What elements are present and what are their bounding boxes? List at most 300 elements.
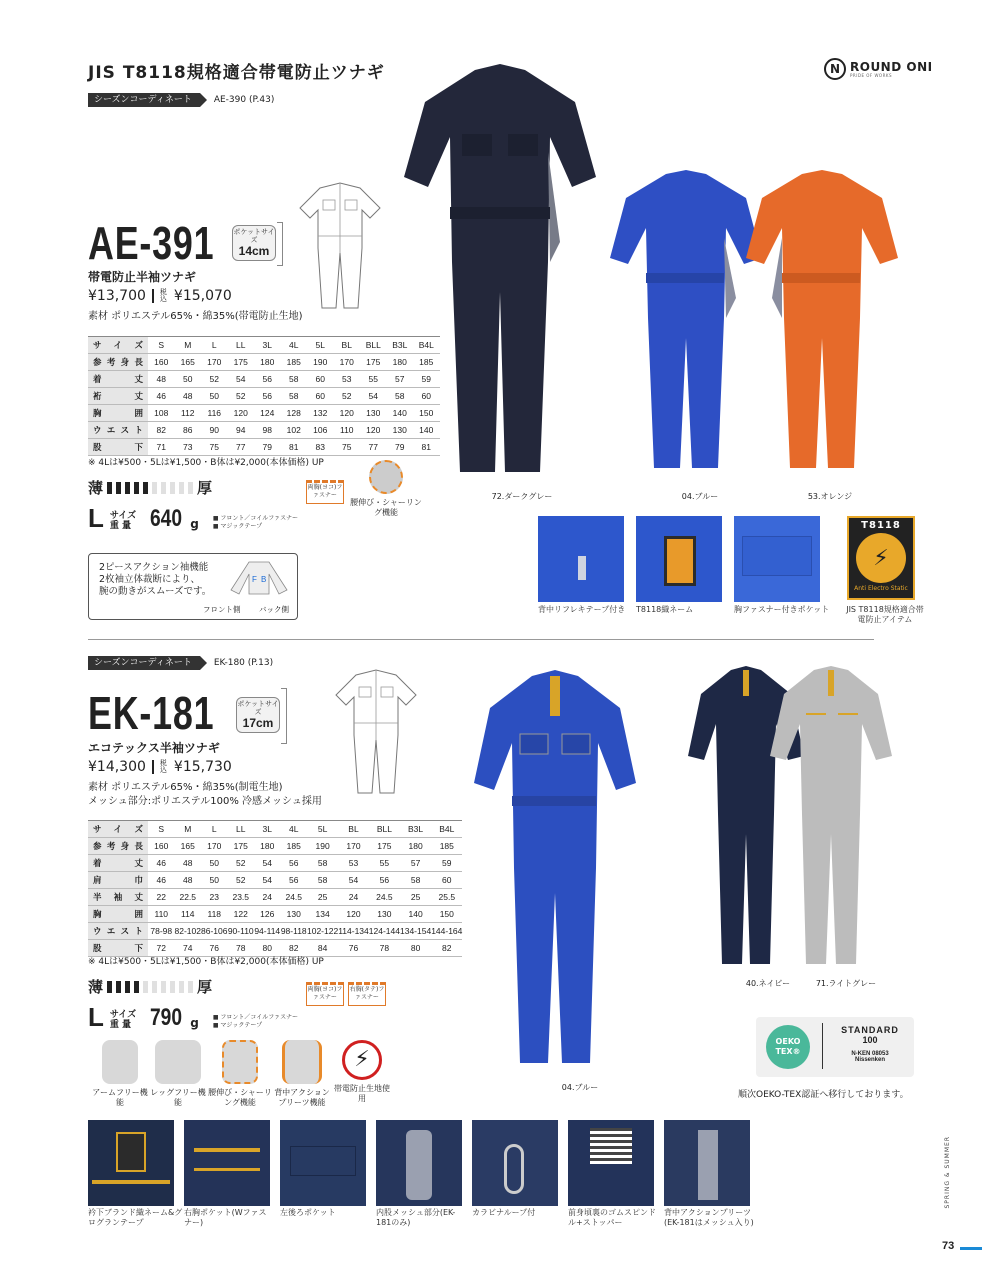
size-cell: 58 <box>400 872 431 889</box>
page-accent-line <box>960 1247 982 1250</box>
thickness-bar <box>188 981 193 993</box>
logo-subtext: PRIDE OF WORKS <box>850 72 893 78</box>
size-header-row <box>88 821 462 838</box>
size-cell: 102-122 <box>307 923 338 940</box>
thickness-bar <box>170 482 175 494</box>
pocket-value: 14cm <box>238 244 270 258</box>
pocket-rule <box>281 688 287 744</box>
chest-fastener-icon: 両胸(ヨコ)ファスナー <box>306 480 344 504</box>
func-label: 帯電防止生地使用 <box>334 1084 390 1103</box>
size-row <box>88 872 462 889</box>
garment-ae391-darkgray <box>400 62 600 482</box>
size-cell: 74 <box>175 940 202 957</box>
size-cell: 98-118 <box>281 923 308 940</box>
feature-box <box>88 553 298 620</box>
size-cell: L <box>201 821 228 838</box>
oeko-logo-line2: TEX® <box>775 1047 801 1056</box>
size-cell: 116 <box>201 405 228 422</box>
size-cell: M <box>175 337 202 354</box>
color-label: 04.ブルー <box>681 492 719 501</box>
model-number: EK-181 <box>88 687 215 739</box>
size-cell: 120 <box>360 422 387 439</box>
size-row-label: 胸囲 <box>88 405 148 422</box>
weight <box>88 1004 298 1030</box>
size-cell: 134 <box>307 906 338 923</box>
detail-photo-brand-label <box>88 1120 174 1206</box>
size-cell: 84 <box>307 940 338 957</box>
size-cell: 79 <box>387 439 414 456</box>
size-cell: 86 <box>175 422 202 439</box>
size-cell: 50 <box>201 855 228 872</box>
size-cell: 77 <box>360 439 387 456</box>
size-cell: 71 <box>148 439 175 456</box>
size-cell: 175 <box>228 838 255 855</box>
size-cell: 132 <box>307 405 334 422</box>
size-cell: 122 <box>228 906 255 923</box>
size-cell: 78-98 <box>148 923 175 940</box>
oeko-tex-logo <box>766 1025 810 1069</box>
size-cell: 130 <box>281 906 308 923</box>
size-cell: 165 <box>175 354 202 371</box>
color-label: 71.ライトグレー <box>815 979 877 988</box>
size-row-label: 着丈 <box>88 371 148 388</box>
size-cell: 56 <box>281 855 308 872</box>
size-cell: LL <box>228 821 255 838</box>
thickness-bar <box>107 482 112 494</box>
badge-subtitle: Anti Electro Static <box>854 585 908 592</box>
svg-text:F: F <box>252 575 257 584</box>
size-cell: 60 <box>413 388 440 405</box>
size-cell: 170 <box>334 354 361 371</box>
tax-label: 税込 <box>159 759 167 774</box>
size-cell: 55 <box>369 855 400 872</box>
size-row-label: ウエスト <box>88 923 148 940</box>
thickness-bar <box>161 981 166 993</box>
size-cell: 110 <box>148 906 175 923</box>
fastener-1: ■ フロント／コイルファスナー <box>212 515 298 522</box>
thickness-scale <box>88 477 212 498</box>
feature-line1: 2ピースアクション袖機能 <box>99 562 209 573</box>
size-cell: 81 <box>413 439 440 456</box>
size-row <box>88 838 462 855</box>
size-cell: 60 <box>431 872 462 889</box>
t8118-badge <box>847 516 915 600</box>
detail-photo-t8118-label <box>636 516 722 602</box>
size-cell: B3L <box>400 821 431 838</box>
fastener-1: ■ フロント／コイルファスナー <box>212 1014 298 1021</box>
size-cell: B4L <box>431 821 462 838</box>
arm-free-icon <box>102 1040 138 1084</box>
size-cell: 80 <box>400 940 431 957</box>
size-cell: 5L <box>307 337 334 354</box>
chest-fastener-icon: 両胸(ヨコ)ファスナー <box>306 982 344 1006</box>
size-cell: 112 <box>175 405 202 422</box>
antistatic-icon: ⚡ <box>342 1040 382 1080</box>
size-row <box>88 855 462 872</box>
flat-sketch-ek181 <box>326 665 426 800</box>
brand-logo <box>824 58 933 80</box>
color-label: 72.ダークグレー <box>491 492 553 501</box>
size-cell: 114 <box>175 906 202 923</box>
thickness-bar <box>125 482 130 494</box>
oeko-standard: STANDARD <box>841 1025 899 1035</box>
size-cell: 59 <box>413 371 440 388</box>
func-label: アームフリー機能 <box>92 1088 148 1107</box>
detail-photo-right-chest-pocket <box>184 1120 270 1206</box>
detail-caption: カラビナループ付 <box>472 1208 536 1217</box>
size-cell: 24 <box>254 889 281 906</box>
thickness-bar <box>179 482 184 494</box>
size-row <box>88 923 462 940</box>
thin-label: 薄 <box>88 479 104 497</box>
season-ref: EK-180 (P.13) <box>213 658 274 668</box>
pocket-label: ポケットサイズ <box>237 700 279 716</box>
size-cell: 56 <box>254 371 281 388</box>
size-cell: 120 <box>228 405 255 422</box>
thickness-bar <box>143 482 148 494</box>
size-cell: BL <box>338 821 369 838</box>
func-waist-shirring <box>208 1040 272 1108</box>
season-side-text: SPRING & SUMMER <box>944 1136 951 1209</box>
thick-label: 厚 <box>197 978 213 996</box>
size-cell: B3L <box>387 337 414 354</box>
size-cell: LL <box>228 337 255 354</box>
size-cell: 58 <box>307 872 338 889</box>
size-cell: 23.5 <box>228 889 255 906</box>
size-cell: 80 <box>254 940 281 957</box>
price-separator <box>152 760 154 774</box>
func-label: 腰伸び・シャーリング機能 <box>350 498 422 517</box>
thickness-bar <box>161 482 166 494</box>
size-cell: 82 <box>281 940 308 957</box>
logo-n-icon: N <box>824 58 846 80</box>
weight-value: 640 <box>150 505 183 532</box>
detail-photo-chest-pocket <box>734 516 820 602</box>
size-row <box>88 405 440 422</box>
color-label: 04.ブルー <box>561 1083 599 1092</box>
size-cell: 50 <box>201 872 228 889</box>
size-row-label: 胸囲 <box>88 906 148 923</box>
product-name: エコテックス半袖ツナギ <box>88 741 220 755</box>
size-note: ※ 4Lは¥500・5Lは¥1,500・B体は¥2,000(本体価格) UP <box>88 458 324 468</box>
oeko-org: Nissenken <box>854 1057 885 1063</box>
size-cell: BLL <box>369 821 400 838</box>
size-cell: L <box>201 337 228 354</box>
model-number: AE-391 <box>88 217 215 269</box>
feature-line2: 2枚袖立体裁断により、 <box>99 574 201 585</box>
size-cell: 57 <box>387 371 414 388</box>
price-base: ¥14,300 <box>88 759 146 775</box>
material-mesh: メッシュ部分:ポリエステル100% 冷感メッシュ採用 <box>88 796 322 807</box>
size-cell: BLL <box>360 337 387 354</box>
size-row-label: 裄丈 <box>88 388 148 405</box>
fastener-2: ■ マジックテープ <box>212 1022 263 1029</box>
size-cell: S <box>148 821 175 838</box>
size-cell: 185 <box>281 838 308 855</box>
thick-label: 厚 <box>197 479 213 497</box>
size-header-row <box>88 337 440 354</box>
size-cell: 175 <box>360 354 387 371</box>
size-row-label: 半袖丈 <box>88 889 148 906</box>
size-cell: 170 <box>201 838 228 855</box>
size-cell: 79 <box>254 439 281 456</box>
season-coordinate-2 <box>88 656 273 670</box>
size-cell: 24.5 <box>369 889 400 906</box>
size-row <box>88 371 440 388</box>
size-cell: 59 <box>431 855 462 872</box>
detail-caption: 右胸ポケット(Wファスナー) <box>184 1208 267 1227</box>
size-row-label: 参考身長 <box>88 354 148 371</box>
tax-label: 税込 <box>159 288 167 303</box>
size-cell: 52 <box>201 371 228 388</box>
page-number: 73 <box>942 1240 955 1252</box>
size-cell: 114-134 <box>338 923 369 940</box>
size-cell: 50 <box>175 371 202 388</box>
detail-photo-spindle <box>568 1120 654 1206</box>
size-cell: 73 <box>175 439 202 456</box>
oeko-number: 100 <box>862 1035 878 1045</box>
oeko-note: 順次OEKO-TEX認証へ移行しております。 <box>738 1090 909 1100</box>
garment-ek181-blue <box>470 668 640 1073</box>
size-cell: 86-106 <box>201 923 228 940</box>
size-table-ek181 <box>88 820 462 957</box>
badge-title: T8118 <box>861 520 901 531</box>
size-cell: 52 <box>228 388 255 405</box>
size-cell: 120 <box>334 405 361 422</box>
size-cell: 76 <box>201 940 228 957</box>
size-cell: 48 <box>148 371 175 388</box>
section-divider <box>88 639 874 640</box>
size-cell: 175 <box>228 354 255 371</box>
price-tax: ¥15,070 <box>173 288 232 304</box>
size-cell: 58 <box>281 388 308 405</box>
size-cell: 180 <box>254 838 281 855</box>
size-cell: 98 <box>254 422 281 439</box>
waist-stretch-icon <box>369 460 403 494</box>
size-cell: 140 <box>387 405 414 422</box>
func-arm-free <box>92 1040 148 1108</box>
size-cell: 54 <box>254 872 281 889</box>
season-tag: シーズンコーディネート <box>88 656 200 670</box>
oeko-tex-badge <box>756 1017 914 1077</box>
size-row-label: 股下 <box>88 439 148 456</box>
color-label: 53.オレンジ <box>807 492 853 501</box>
size-cell: 58 <box>387 388 414 405</box>
detail-caption: 衿下ブランド織ネーム&グログランテープ <box>88 1208 183 1227</box>
thickness-bar <box>134 482 139 494</box>
detail-caption: JIS T8118規格適合帯電防止アイテム <box>846 605 924 624</box>
size-row <box>88 354 440 371</box>
flat-sketch-ae391 <box>290 178 390 318</box>
pocket-size-badge <box>232 225 276 261</box>
season-coordinate-1 <box>88 93 274 107</box>
size-cell: 124 <box>254 405 281 422</box>
func-label: レッグフリー機能 <box>150 1088 206 1107</box>
fastener-2: ■ マジックテープ <box>212 523 263 530</box>
size-cell: 82 <box>431 940 462 957</box>
size-cell: 77 <box>228 439 255 456</box>
size-cell: 140 <box>413 422 440 439</box>
weight-value: 790 <box>150 1004 183 1031</box>
size-cell: 54 <box>338 872 369 889</box>
size-cell: 76 <box>338 940 369 957</box>
right-chest-fastener-icon: 右胸(タテ)ファスナー <box>348 982 386 1006</box>
thin-label: 薄 <box>88 978 104 996</box>
weight-label-size: サイズ <box>109 511 137 521</box>
price <box>88 759 232 775</box>
size-row <box>88 906 462 923</box>
detail-caption: T8118織ネーム <box>636 605 694 614</box>
pocket-rule <box>277 222 283 266</box>
size-cell: 3L <box>254 337 281 354</box>
size-row <box>88 439 440 456</box>
size-cell: 140 <box>400 906 431 923</box>
size-cell: BL <box>334 337 361 354</box>
size-cell: 72 <box>148 940 175 957</box>
size-cell: 46 <box>148 855 175 872</box>
size-cell: M <box>175 821 202 838</box>
page-title: JIS T8118規格適合帯電防止ツナギ <box>88 63 385 83</box>
material: 素材 ポリエステル65%・綿35%(制電生地) <box>88 782 283 793</box>
size-row-label: サイズ <box>88 337 148 354</box>
size-cell: 48 <box>175 388 202 405</box>
size-cell: B4L <box>413 337 440 354</box>
feature-line3: 腕の動きがスムーズです。 <box>99 586 212 597</box>
size-cell: 82 <box>148 422 175 439</box>
garment-ae391-orange <box>742 168 902 478</box>
size-cell: 180 <box>400 838 431 855</box>
size-cell: 75 <box>334 439 361 456</box>
size-cell: 52 <box>334 388 361 405</box>
pocket-label: ポケットサイズ <box>233 228 275 244</box>
size-cell: 185 <box>413 354 440 371</box>
size-cell: 50 <box>201 388 228 405</box>
func-label: 背中アクションプリーツ機能 <box>274 1088 330 1107</box>
garment-ek181-lightgray <box>766 664 896 974</box>
size-cell: 78 <box>228 940 255 957</box>
size-cell: 185 <box>281 354 308 371</box>
oeko-code: N-KEN 08053 <box>851 1051 889 1057</box>
weight-size: L <box>88 503 104 533</box>
size-cell: 53 <box>338 855 369 872</box>
size-row <box>88 889 462 906</box>
thickness-bar <box>188 482 193 494</box>
size-cell: 5L <box>307 821 338 838</box>
func-antistatic <box>334 1040 390 1104</box>
size-row-label: 参考身長 <box>88 838 148 855</box>
size-cell: 24.5 <box>281 889 308 906</box>
thickness-bar <box>170 981 175 993</box>
size-cell: 78 <box>369 940 400 957</box>
weight-label: 重 量 <box>109 521 132 531</box>
detail-caption: 胸ファスナー付きポケット <box>734 605 830 614</box>
detail-photo-carabiner-loop <box>472 1120 558 1206</box>
back-pleats-icon <box>282 1040 322 1084</box>
pocket-size-badge <box>236 697 280 733</box>
weight-size: L <box>88 1002 104 1032</box>
size-cell: 58 <box>307 855 338 872</box>
size-cell: 60 <box>307 371 334 388</box>
size-cell: 4L <box>281 337 308 354</box>
size-cell: 83 <box>307 439 334 456</box>
size-cell: 170 <box>338 838 369 855</box>
size-cell: 82-102 <box>175 923 202 940</box>
sleeve-sketch-icon <box>229 560 289 596</box>
back-side-label: バック側 <box>259 605 289 614</box>
size-cell: 25 <box>307 889 338 906</box>
size-cell: 150 <box>413 405 440 422</box>
size-cell: 180 <box>387 354 414 371</box>
detail-photo-inner-mesh <box>376 1120 462 1206</box>
size-cell: 54 <box>228 371 255 388</box>
size-cell: 56 <box>254 388 281 405</box>
size-row <box>88 388 440 405</box>
size-cell: 22 <box>148 889 175 906</box>
size-cell: 144-164 <box>431 923 462 940</box>
size-cell: 102 <box>281 422 308 439</box>
thickness-bar <box>152 981 157 993</box>
size-cell: 134-154 <box>400 923 431 940</box>
thickness-bar <box>143 981 148 993</box>
func-leg-free <box>150 1040 206 1108</box>
size-cell: 175 <box>369 838 400 855</box>
func-back-pleats <box>274 1040 330 1108</box>
detail-photo-left-back-pocket <box>280 1120 366 1206</box>
size-cell: 56 <box>281 872 308 889</box>
size-cell: 55 <box>360 371 387 388</box>
size-cell: 165 <box>175 838 202 855</box>
size-cell: 81 <box>281 439 308 456</box>
size-cell: 60 <box>307 388 334 405</box>
size-cell: 4L <box>281 821 308 838</box>
size-cell: 130 <box>360 405 387 422</box>
size-cell: 52 <box>228 855 255 872</box>
size-row-label: サイズ <box>88 821 148 838</box>
svg-text:B: B <box>261 575 267 584</box>
size-cell: 58 <box>281 371 308 388</box>
size-cell: 94 <box>228 422 255 439</box>
weight <box>88 505 298 531</box>
pocket-value: 17cm <box>242 716 274 730</box>
func-label: 腰伸び・シャーリング機能 <box>208 1088 272 1107</box>
price <box>88 288 232 304</box>
leg-free-icon <box>155 1040 201 1084</box>
size-cell: 185 <box>431 838 462 855</box>
size-cell: S <box>148 337 175 354</box>
size-row-label: 着丈 <box>88 855 148 872</box>
detail-photo-reflect-tape <box>538 516 624 602</box>
thickness-bar <box>125 981 130 993</box>
size-cell: 54 <box>360 388 387 405</box>
size-row-label: 肩巾 <box>88 872 148 889</box>
size-cell: 57 <box>400 855 431 872</box>
size-row-label: 股下 <box>88 940 148 957</box>
thickness-scale <box>88 976 212 997</box>
thickness-bar <box>116 482 121 494</box>
size-cell: 3L <box>254 821 281 838</box>
size-cell: 56 <box>369 872 400 889</box>
size-cell: 23 <box>201 889 228 906</box>
size-note: ※ 4Lは¥500・5Lは¥1,500・B体は¥2,000(本体価格) UP <box>88 957 324 967</box>
material: 素材 ポリエステル65%・綿35%(帯電防止生地) <box>88 311 303 322</box>
size-cell: 110 <box>334 422 361 439</box>
thickness-bar <box>134 981 139 993</box>
size-cell: 160 <box>148 838 175 855</box>
size-row <box>88 422 440 439</box>
product-name: 帯電防止半袖ツナギ <box>88 270 197 284</box>
thickness-bars <box>107 981 193 993</box>
front-side-label: フロント側 <box>203 605 241 614</box>
